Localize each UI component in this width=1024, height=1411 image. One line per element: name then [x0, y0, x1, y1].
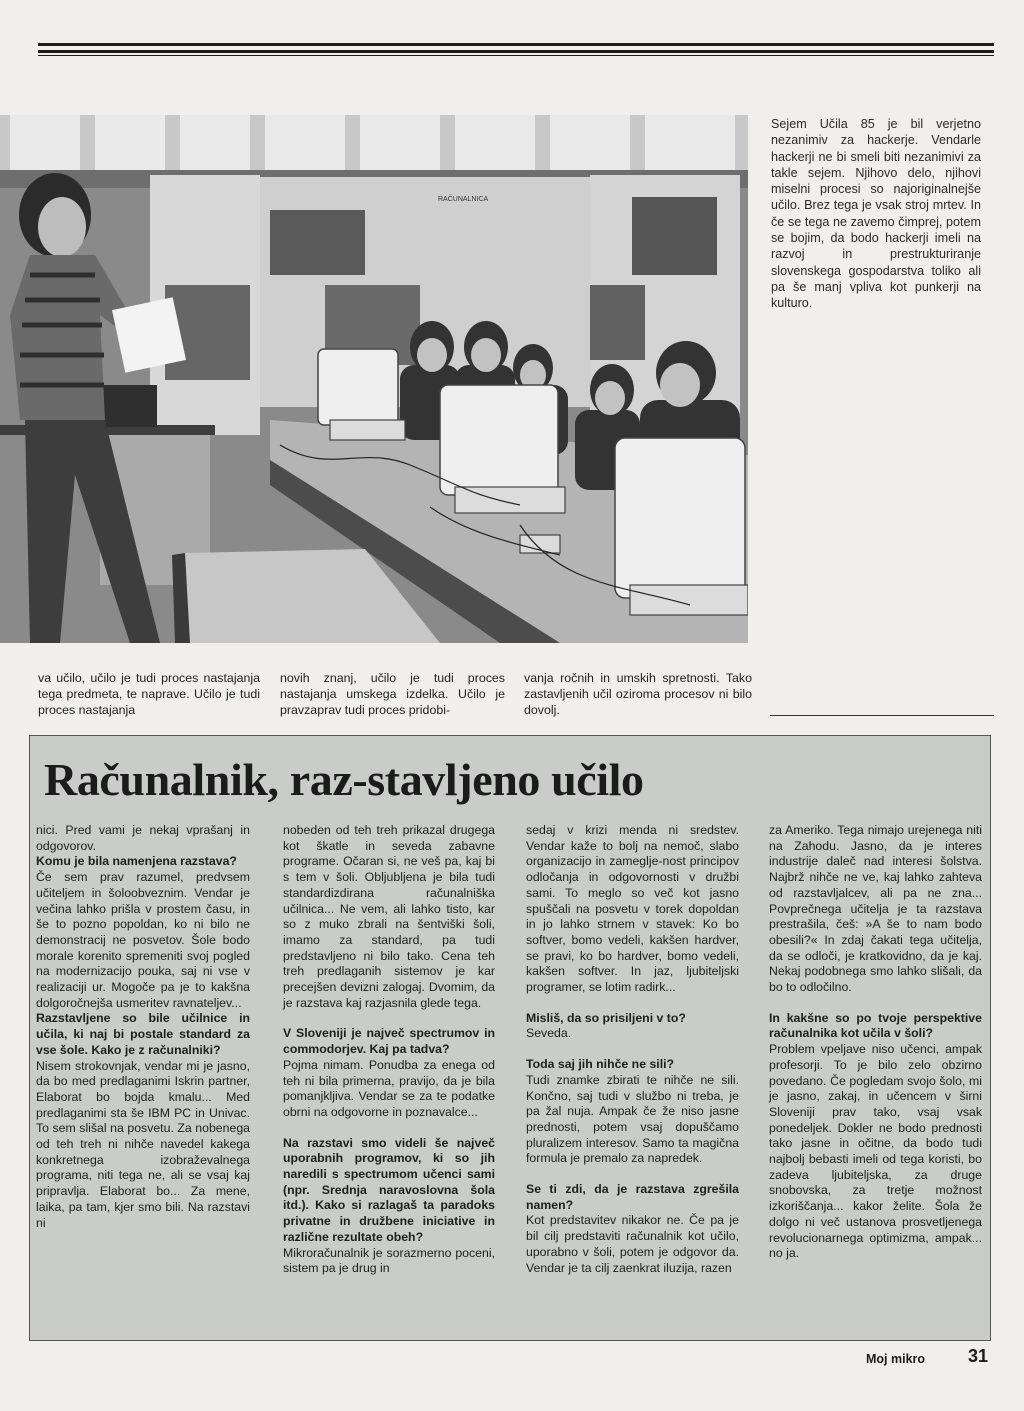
article-paragraph: Če sem prav razumel, predvsem učiteljem in šoloobveznim. Vendar je večina lahko prišla v prostem času, in še to pozno popoldan, ko ni bilo ne demonstracij ne posvetov. Šole bodo morale korenito spremeniti svoj pogled na modernizacijo pouka, saj ni vse v realizaciji ur. Mogoče pa je to kakšna dolgoročnejša usmeritev ravnateljev...	[36, 870, 250, 1010]
article-paragraph: Mikroračunalnik je sorazmerno poceni, sistem pa je drug in	[283, 1245, 495, 1276]
magazine-name: Moj mikro	[866, 1352, 926, 1366]
column-rule	[770, 715, 994, 716]
classroom-photo	[0, 115, 748, 643]
intro-column-2: novih znanj, učilo je tudi proces nastajanja umskega izdelka. Učilo je pravzaprav tudi proces pridobi-	[280, 671, 505, 718]
top-rule	[38, 55, 994, 56]
article-paragraph: nobeden od teh treh prikazal drugega kot škatle in seveda zabavne programe. Očaran si, ne veš pa, kaj bi s tem v šoli. Obljubljena je bila tudi standardizdirana računalniška učilnica... Ne vem, ali lahko tisto, kar so z muko zbrali na šentviški šoli, imamo za standard, pa tudi predstavljeno ni bilo tako. Cena teh treh predlaganih sistemov je kar precejšen devizni zalogaj. Dvomim, da je razstava kaj razjasnila glede tega.	[283, 823, 495, 1010]
article-paragraph: sedaj v krizi menda ni sredstev. Vendar kaže to bolj na nemoč, slabo organizacijo in zameglje-nost principov odločanja in odgovornosti v družbi sami. To meglo so več kot jasno spuščali na posvetu v torek dopoldan in jo lahko strnem v stavek: Ko bo softver, bomo vedeli, kakšen hardver, se pravi, ko bo hardver, bomo vedeli, kakšen softver. In jaz, ljubiteljski programer, se lotim radirk...	[526, 823, 739, 995]
photo-caption: Sejem Učila 85 je bil verjetno nezanimiv za hackerje. Vendarle hackerji ne bi smeli biti nezanimivi za takle sejem. Njihovo delo, njihovi miselni procesi so najoriginalnejše učilo. Brez tega je vsak stroj mrtev. In če se tega ne zavemo čimprej, potem se bojim, da bodo hackerji imeli na razvoj in prestrukturiranje slovenskega gospodarstva toliko ali pa še manj vpliva kot punkerji na kulturo.	[771, 117, 981, 311]
article-column-4	[769, 823, 982, 1262]
sign-text: RAČUNALNICA	[438, 196, 489, 203]
article-paragraph: nici. Pred vami je nekaj vprašanj in odgovorov.	[36, 823, 250, 853]
article-paragraph: Tudi znamke zbirati te nihče ne sili. Končno, saj tudi v službo ni treba, je pa žal nuja. Ampak če že niso jasne prednosti, potem vsaj dopuščamo pluralizem interesov. Samo ta magična formula je premalo za napredek.	[526, 1072, 739, 1166]
article-paragraph: Nisem strokovnjak, vendar mi je jasno, da bo med predlaganimi Iskrin partner, Elaborat bo bojda kmalu... Med predlaganimi sta še IBM PC in Univac. To sem slišal na posvetu. Za nobenega od teh treh ni nihče navedel kakega konkretnega izobraževalnega programa, niti tega ne, ali se vsaj kaj pripravlja. Elaborat bo... Za mene, laika, pa tam, kjer smo bili. Na razstavi ni	[36, 1058, 250, 1230]
article-paragraph: za Ameriko. Tega nimajo urejenega niti na Zahodu. Jasno, da je interes industrije daleč nad interesi šolstva. Najbrž nihče ne ve, kaj lahko zahteva od razstavljalcev, ali pa ne zna... Povprečnega učitelja je ta razstava prestrašila, češ: »A še to nam bodo obesili?« In zdaj čakati tega učitelja, da se odloči, je kratkovidno, da je kaj. Nekaj podobnega smo lahko slišali, da bo to odločilno.	[769, 823, 982, 995]
article-column-3	[526, 823, 739, 1276]
intro-column-1: va učilo, učilo je tudi proces nastajanja tega predmeta, te naprave. Učilo je tudi proces nastajanja	[38, 671, 260, 718]
page-number: 31	[968, 1346, 989, 1366]
top-rule	[38, 50, 994, 53]
article-paragraph: Kot predstavitev nikakor ne. Če pa je bil cilj predstaviti računalnik kot učilo, uporabno v šoli, potem je odgovor da. Vendar je ta cilj zaenkrat iluzija, razen	[526, 1213, 739, 1275]
article-column-2	[283, 823, 495, 1277]
intro-column-3: vanja ročnih in umskih spretnosti. Tako zastavljenih učil oziroma procesov ni bilo dovolj.	[524, 671, 752, 718]
interview-question: In kakšne so po tvoje perspektive računalnika kot učila v šoli?	[769, 1010, 982, 1041]
interview-question: V Sloveniji je največ spectrumov in commodorjev. Kaj pa tadva?	[283, 1026, 495, 1057]
interview-question: Se ti zdi, da je razstava zgrešila namen?	[526, 1182, 739, 1212]
article-paragraph: Problem vpeljave niso učenci, ampak profesorji. To je bilo zelo obzirno povedano. Če pogledam svojo šolo, mi je jasno, zakaj, in učencem v širni Sloveniji prav tako, vsaj vsak ponedeljek. Dokler ne bodo prednosti tako jasne in očitne, da bodo tudi najbolj bebasti imeli od tega koristi, bo zadeva ljubiteljska, za druge snobovska, za tretje možnost izkoriščanja... kakor želite. Šola že dolgo ni več ustanova prosvetljenega revolucionarnega optimizma, ampak... no ja.	[769, 1042, 982, 1261]
article-column-1	[36, 823, 250, 1231]
interview-question: Komu je bila namenjena razstava?	[36, 854, 237, 869]
top-rule	[38, 43, 994, 46]
interview-question: Razstavljene so bile učilnice in učila, ki naj bi postale standard za vse šole. Kako je z računalniki?	[36, 1011, 250, 1057]
article-headline: Računalnik, raz-stavljeno učilo	[44, 754, 644, 805]
article-paragraph: Seveda.	[526, 1026, 572, 1041]
article-paragraph: Pojma nimam. Ponudba za enega od teh ni bila primerna, pravijo, da je bila pomanjkljiva. Vendar se za te podatke obrni na odgovorne in poznavalce...	[283, 1057, 495, 1119]
interview-question: Misliš, da so prisiljeni v to?	[526, 1010, 686, 1025]
interview-question: Toda saj jih nihče ne sili?	[526, 1057, 675, 1072]
interview-question: Na razstavi smo videli še največ uporabnih programov, ki so jih naredili s spectrumom učenci sami (npr. Srednja naravoslovna šola itd.). Kako si razlagaš ta paradoks privatne in družbene iniciative in različne rezultate obeh?	[283, 1135, 495, 1244]
